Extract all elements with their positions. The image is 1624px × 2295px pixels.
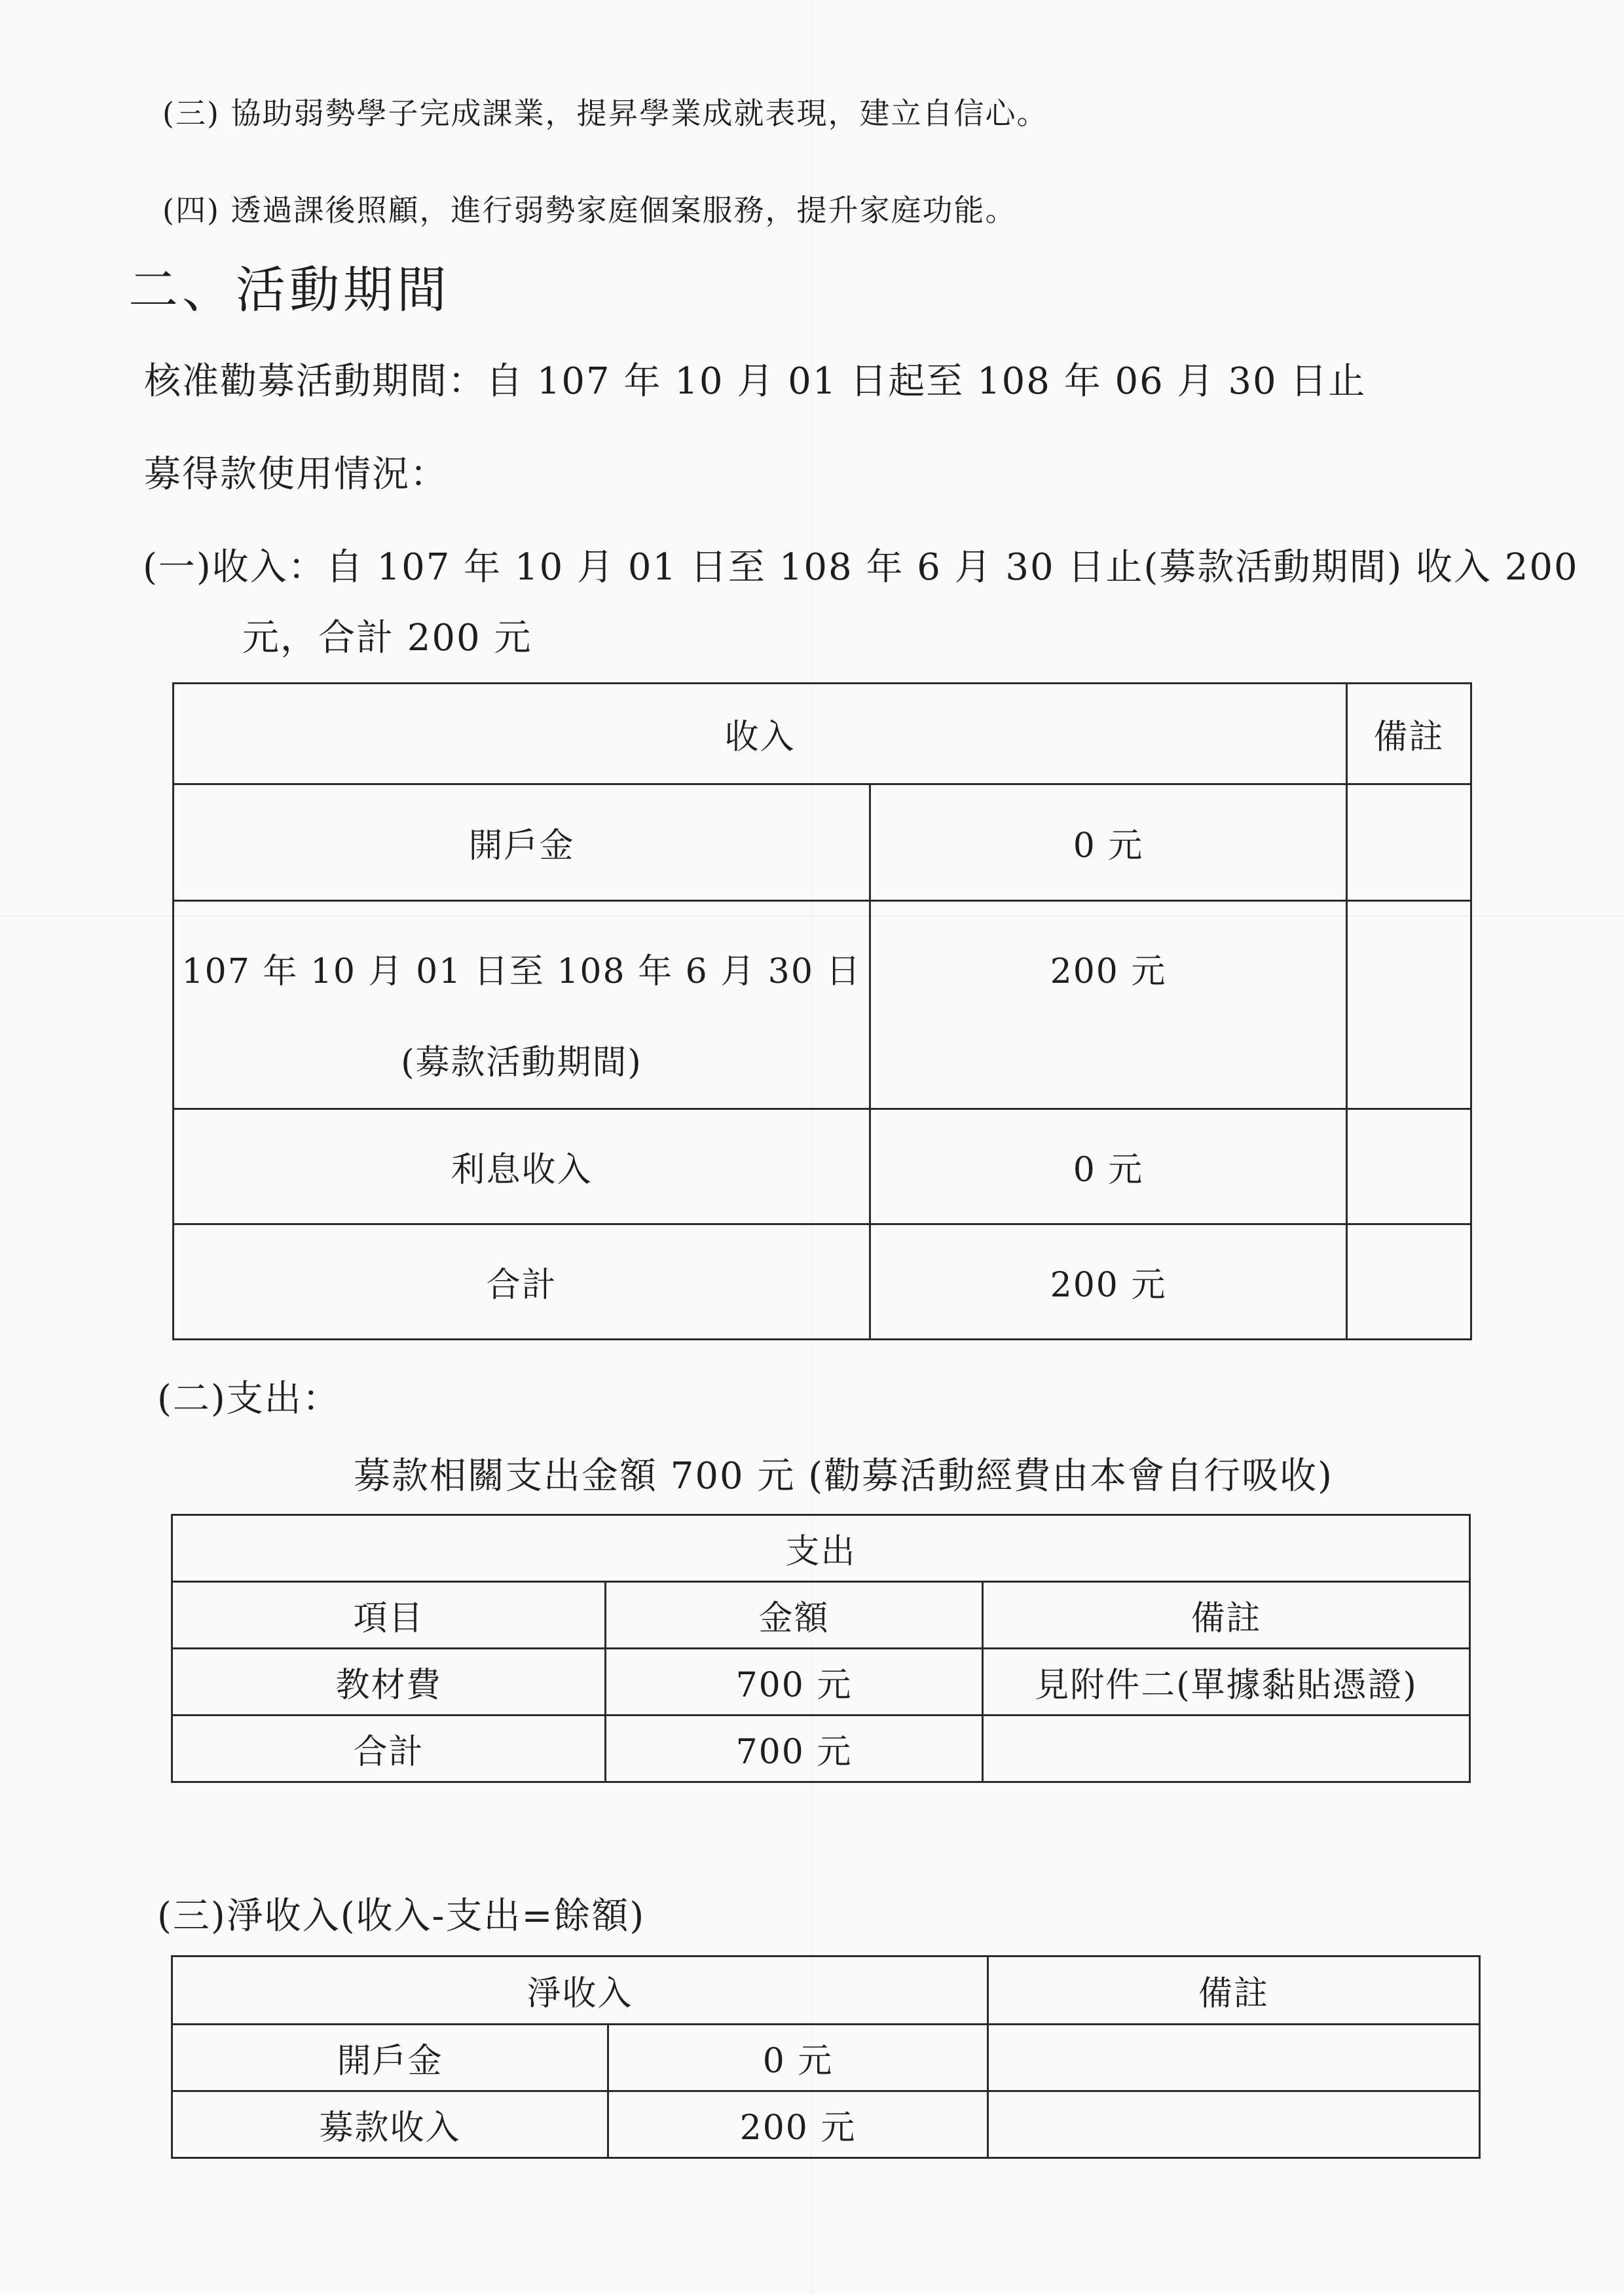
net-income-heading: (三)淨收入(收入-支出=餘額) bbox=[157, 1895, 646, 1937]
net-income-table bbox=[171, 1955, 1481, 2159]
income-intro-line1: (一)收入：自 107 年 10 月 01 日至 108 年 6 月 30 日止(募款活動期間) 收入 200 bbox=[143, 546, 1579, 589]
expense-col-remark: 備註 bbox=[983, 1582, 1470, 1649]
objective-item-3: (三) 協助弱勢學子完成課業，提昇學業成就表現，建立自信心。 bbox=[162, 96, 1048, 131]
expense-col-item: 項目 bbox=[172, 1582, 606, 1649]
net-header: 淨收入 bbox=[172, 1956, 988, 2025]
expense-table-header-row bbox=[172, 1515, 1470, 1582]
expense-col-amount: 金額 bbox=[606, 1582, 983, 1649]
table-row bbox=[172, 2091, 1480, 2158]
table-row bbox=[174, 784, 1471, 901]
net-amount: 0 元 bbox=[608, 2025, 988, 2091]
income-table bbox=[172, 682, 1472, 1340]
usage-label: 募得款使用情況： bbox=[144, 453, 448, 496]
income-total-label: 合計 bbox=[174, 1224, 870, 1340]
table-row bbox=[172, 1716, 1470, 1782]
expense-summary: 募款相關支出金額 700 元 (勸募活動經費由本會自行吸收) bbox=[354, 1455, 1333, 1497]
net-remark bbox=[988, 2025, 1480, 2091]
net-remark-header: 備註 bbox=[988, 1956, 1480, 2025]
table-row bbox=[174, 901, 1471, 1109]
expense-header: 支出 bbox=[172, 1515, 1470, 1582]
expense-total-amount: 700 元 bbox=[606, 1716, 983, 1782]
expense-total-label: 合計 bbox=[172, 1716, 606, 1782]
section-heading: 二、活動期間 bbox=[128, 261, 451, 319]
activity-period: 核准勸募活動期間：自 107 年 10 月 01 日起至 108 年 06 月 30 日止 bbox=[144, 360, 1367, 403]
net-remark bbox=[988, 2091, 1480, 2158]
income-remark-header: 備註 bbox=[1347, 684, 1471, 784]
income-total-amount: 200 元 bbox=[870, 1224, 1347, 1340]
expense-table bbox=[171, 1514, 1471, 1783]
expense-amount: 700 元 bbox=[606, 1649, 983, 1716]
expense-remark: 見附件二(單據黏貼憑證) bbox=[983, 1649, 1470, 1716]
income-remark bbox=[1347, 901, 1471, 1109]
income-table-header-row bbox=[174, 684, 1471, 784]
expense-remark bbox=[983, 1716, 1470, 1782]
table-row bbox=[174, 1224, 1471, 1340]
income-item-period-note: (募款活動期間) bbox=[401, 1043, 642, 1082]
objective-item-4: (四) 透過課後照顧，進行弱勢家庭個案服務，提升家庭功能。 bbox=[162, 193, 1017, 228]
income-item: 開戶金 bbox=[174, 784, 870, 901]
net-amount: 200 元 bbox=[608, 2091, 988, 2158]
income-remark bbox=[1347, 1109, 1471, 1224]
expense-heading: (二)支出： bbox=[157, 1378, 341, 1420]
net-item: 募款收入 bbox=[172, 2091, 608, 2158]
expense-item: 教材費 bbox=[172, 1649, 606, 1716]
income-amount: 200 元 bbox=[870, 901, 1347, 1109]
net-table-header-row bbox=[172, 1956, 1480, 2025]
table-row bbox=[174, 1109, 1471, 1224]
income-item-period-dates: 107 年 10 月 01 日至 108 年 6 月 30 日 bbox=[181, 952, 862, 991]
expense-column-row bbox=[172, 1582, 1470, 1649]
income-amount: 0 元 bbox=[870, 1109, 1347, 1224]
income-remark bbox=[1347, 1224, 1471, 1340]
income-remark bbox=[1347, 784, 1471, 901]
income-item-period bbox=[174, 901, 870, 1109]
table-row bbox=[172, 2025, 1480, 2091]
table-row bbox=[172, 1649, 1470, 1716]
income-header: 收入 bbox=[174, 684, 1347, 784]
income-intro-line2: 元，合計 200 元 bbox=[242, 617, 532, 659]
income-amount: 0 元 bbox=[870, 784, 1347, 901]
income-item: 利息收入 bbox=[174, 1109, 870, 1224]
net-item: 開戶金 bbox=[172, 2025, 608, 2091]
